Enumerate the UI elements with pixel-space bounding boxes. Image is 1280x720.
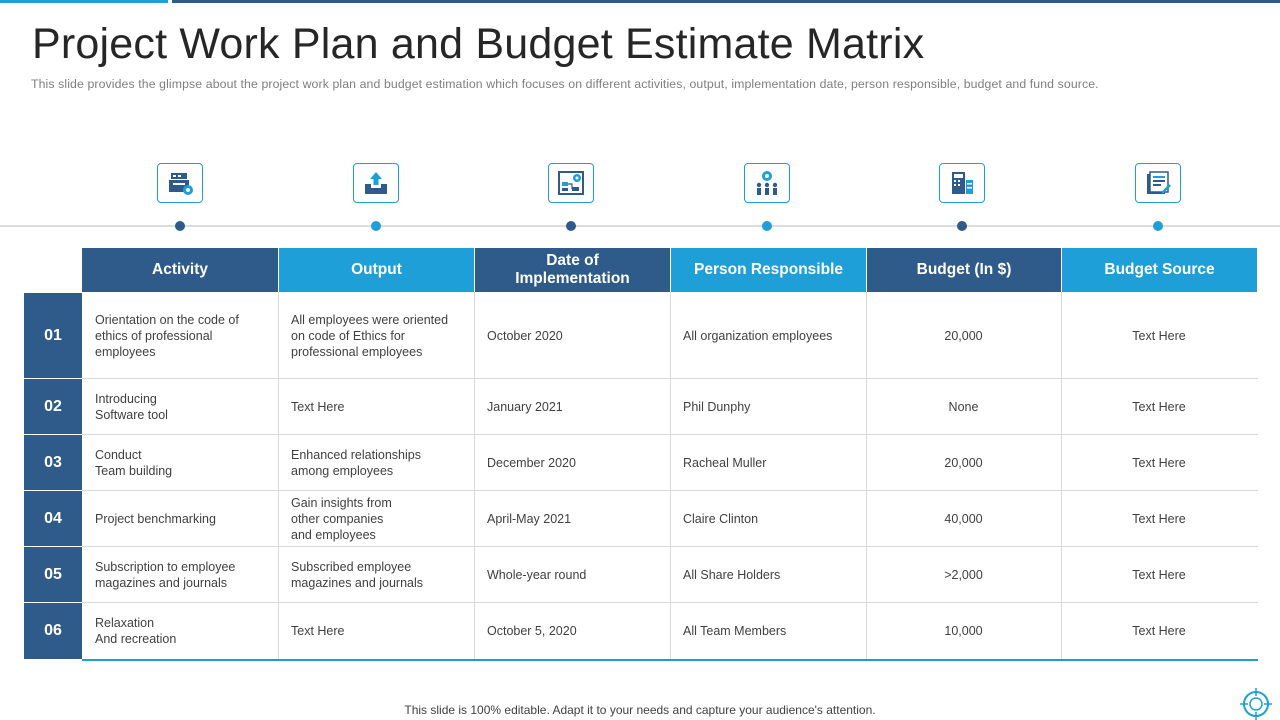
timeline-dot (762, 221, 772, 231)
page-title: Project Work Plan and Budget Estimate Matrix (32, 20, 925, 68)
cell-budget: 20,000 (944, 328, 983, 343)
row-number: 02 (24, 379, 82, 434)
row-number: 01 (24, 293, 82, 378)
team-gear-icon (744, 163, 790, 203)
timeline-dot (175, 221, 185, 231)
cell-budget: None (948, 399, 979, 414)
row-number: 03 (24, 435, 82, 490)
cell-budget: 40,000 (944, 511, 983, 526)
timeline-dot (957, 221, 967, 231)
cell-date: January 2021 (487, 399, 563, 414)
report-document-icon (1135, 163, 1181, 203)
timeline-dot (371, 221, 381, 231)
cell-budget-source: Text Here (1132, 455, 1186, 470)
cell-budget: 10,000 (944, 624, 983, 638)
cell-person: All organization employees (683, 328, 833, 343)
row-number: 04 (24, 491, 82, 546)
column-header-person: Person Responsible (671, 248, 866, 292)
cell-date: Whole-year round (487, 567, 587, 582)
cell-output: Text Here (291, 399, 345, 414)
cell-activity: Introducing Software tool (95, 391, 168, 422)
cell-budget: >2,000 (944, 567, 983, 582)
timeline-line (0, 225, 1280, 227)
cell-date: October 2020 (487, 328, 563, 343)
cell-person: Claire Clinton (683, 511, 759, 526)
cell-budget-source: Text Here (1132, 511, 1186, 526)
cell-output: All employees were oriented on code of Ethics for professional employees (291, 312, 449, 359)
column-header-activity: Activity (82, 248, 278, 292)
column-header-output: Output (279, 248, 474, 292)
timeline-dot (1153, 221, 1163, 231)
target-icon (1240, 688, 1272, 720)
row-number: 05 (24, 547, 82, 602)
cell-activity: Project benchmarking (95, 511, 216, 526)
cell-budget-source: Text Here (1132, 399, 1186, 414)
row-number: 06 (24, 603, 82, 659)
cell-person: Racheal Muller (683, 455, 767, 470)
cell-budget: 20,000 (944, 455, 983, 470)
cell-output: Text Here (291, 624, 345, 638)
timeline-dot (566, 221, 576, 231)
cell-budget-source: Text Here (1132, 624, 1186, 638)
cell-output: Enhanced relationships among employees (291, 447, 421, 478)
cell-activity: Relaxation And recreation (95, 616, 177, 646)
cell-person: All Share Holders (683, 567, 781, 582)
tools-box-icon (157, 163, 203, 203)
cell-budget-source: Text Here (1132, 567, 1186, 582)
top-accent-bar-dark (172, 0, 1280, 3)
column-header-budget: Budget (In $) (867, 248, 1061, 292)
footer-note: This slide is 100% editable. Adapt it to your needs and capture your audience's attention. (404, 703, 876, 717)
cell-budget-source: Text Here (1132, 328, 1186, 343)
column-header-date: Date of Implementation (475, 248, 670, 292)
cell-person: All Team Members (683, 624, 787, 638)
cell-date: December 2020 (487, 455, 576, 470)
page-subtitle: This slide provides the glimpse about the project work plan and budget estimation which focuses on different activities, output, implementation date, person responsible, budget and fund source. (31, 77, 1099, 91)
column-header-budget-source: Budget Source (1062, 248, 1257, 292)
cell-activity: Subscription to employee magazines and journals (95, 559, 236, 590)
cell-output: Subscribed employee magazines and journals (291, 559, 424, 590)
cell-person: Phil Dunphy (683, 399, 751, 414)
upload-tray-icon (353, 163, 399, 203)
cell-activity: Conduct Team building (95, 447, 173, 478)
table-bottom-border (82, 659, 1258, 661)
cell-output: Gain insights from other companies and employees (291, 495, 392, 542)
workflow-board-icon (548, 163, 594, 203)
cell-activity: Orientation on the code of ethics of professional employees (95, 312, 239, 359)
cell-date: April-May 2021 (487, 511, 572, 526)
top-accent-bar-light (0, 0, 168, 3)
calculator-budget-icon (939, 163, 985, 203)
cell-date: October 5, 2020 (487, 624, 577, 638)
